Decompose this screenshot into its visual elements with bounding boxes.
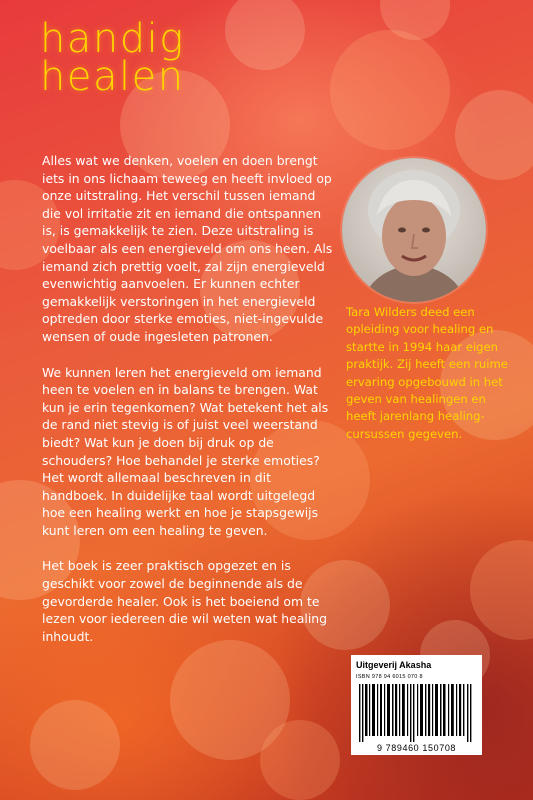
back-cover-description (42, 152, 337, 663)
book-title (40, 16, 185, 100)
title-line-1: handig (40, 16, 185, 62)
description-paragraph-2: We kunnen leren het energieveld om iemand heen te voelen en in balans te brengen. Wat kun je erin tegenkomen? Wat betekent het als de rand niet stevig is of juist veel weerstand biedt? Wat kun je doen bij druk op de schouders? Hoe behandel je sterke emoties? Het wordt allemaal beschreven in dit handboek. In duidelijke taal wordt uitgelegd hoe een healing werkt en hoe je stapsgewijs kunt leren om een healing te geven. (42, 364, 329, 538)
barcode-icon (359, 684, 474, 742)
description-paragraph-1: Alles wat we denken, voelen en doen brengt iets in ons lichaam teweeg en heeft invloed op onze uitstraling. Het verschil tussen iemand die vol irritatie zit en iemand die ontspannen is, is gemakkelijk te zien. Deze uitstraling is voelbaar als een energieveld om ons heen. Als iemand zich prettig voelt, zal zijn energieveld evenwichtig aanvoelen. Er kunnen echter gemakkelijk verstoringen in het energieveld optreden door sterke emoties, niet-ingevulde wensen of oude ingesleten patronen. (42, 153, 333, 344)
author-portrait-image (342, 158, 486, 302)
author-bio: Tara Wilders deed een opleiding voor healing en startte in 1994 haar eigen praktijk. Zij heeft een ruime ervaring opgebouwd in het geven van healingen en heeft jarenlang healing-cursussen gegeven. (346, 305, 508, 441)
title-line-2: healen (40, 54, 185, 100)
barcode-panel (351, 655, 482, 755)
author-portrait (342, 158, 486, 302)
publisher-name: Uitgeverij Akasha (356, 660, 432, 670)
barcode-number: 9 789460 150708 (376, 743, 457, 753)
isbn-label: ISBN 978 94 6015 070 8 (356, 674, 423, 680)
description-paragraph-3: Het boek is zeer praktisch opgezet en is geschikt voor zowel de beginnende als de gevorderde healer. Ook is het boeiend om te lezen voor iedereen die wil weten wat healing inhoudt. (42, 558, 327, 644)
